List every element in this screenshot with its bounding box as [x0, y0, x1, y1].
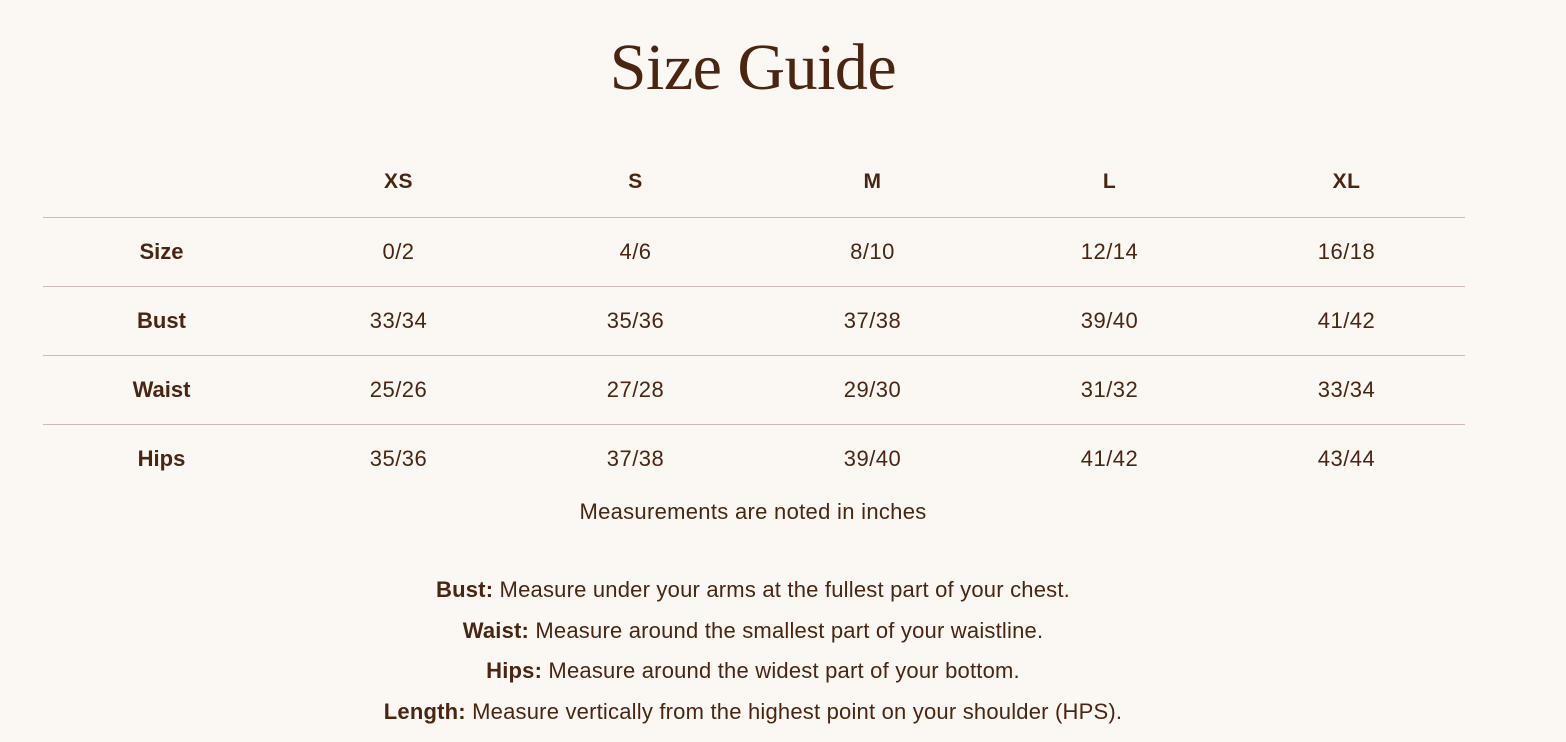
measurement-units-note: Measurements are noted in inches [579, 499, 927, 524]
header-row [43, 147, 1465, 218]
definition-length [0, 692, 1506, 733]
table-cell: 27/28 [517, 356, 754, 425]
definition-term: Length: [383, 699, 466, 725]
definition-text: Measure under your arms at the fullest part of your chest. [493, 577, 1070, 602]
table-cell: 43/44 [1228, 425, 1465, 494]
header-cell-corner [43, 147, 280, 218]
table-row-hips [43, 425, 1465, 494]
table-row-bust [43, 287, 1465, 356]
definition-text: Measure around the smallest part of your waistline. [529, 617, 1044, 643]
table-cell: 0/2 [382, 239, 415, 264]
header-cell-xl: XL [1228, 147, 1465, 218]
table-cell: 41/42 [1228, 287, 1465, 356]
header-cell-s: S [517, 147, 754, 218]
table-row-waist [43, 356, 1465, 425]
table-row-size [43, 218, 1465, 287]
header-cell-l: L [991, 147, 1228, 218]
table-cell: 41/42 [991, 425, 1228, 494]
row-label: Waist [43, 356, 280, 425]
table-cell: 33/34 [280, 287, 517, 356]
table-cell: 25/26 [280, 356, 517, 425]
table-cell: 31/32 [991, 356, 1228, 425]
page-title: Size Guide [609, 31, 897, 104]
definition-text: Measure vertically from the highest point on your shoulder (HPS). [465, 699, 1123, 725]
table-cell: 16/18 [1317, 239, 1376, 264]
table-body [43, 218, 1465, 494]
definition-text: Measure around the widest part of your bottom. [542, 658, 1020, 684]
table-cell: 33/34 [1228, 356, 1465, 425]
table-cell: 39/40 [991, 287, 1228, 356]
size-guide-table [43, 147, 1465, 494]
definition-term: Bust: [436, 577, 494, 602]
table-cell: 35/36 [517, 287, 754, 356]
definition-bust [0, 570, 1506, 611]
table-cell: 4/6 [619, 239, 652, 264]
table-header [43, 147, 1465, 218]
table-cell: 8/10 [850, 239, 895, 264]
definition-hips [0, 651, 1506, 692]
measurement-definitions [0, 570, 1506, 733]
table-cell: 35/36 [280, 425, 517, 494]
header-cell-m: M [754, 147, 991, 218]
table-cell: 12/14 [1080, 239, 1139, 264]
row-label: Bust [43, 287, 280, 356]
table-cell: 29/30 [754, 356, 991, 425]
table-cell: 39/40 [754, 425, 991, 494]
table-cell: 37/38 [517, 425, 754, 494]
definition-waist [0, 611, 1506, 652]
definition-term: Hips: [486, 658, 543, 684]
definition-term: Waist: [462, 617, 530, 643]
table-cell: 37/38 [754, 287, 991, 356]
row-label: Hips [43, 425, 280, 494]
header-cell-xs: XS [280, 147, 517, 218]
row-label: Size [139, 239, 184, 264]
